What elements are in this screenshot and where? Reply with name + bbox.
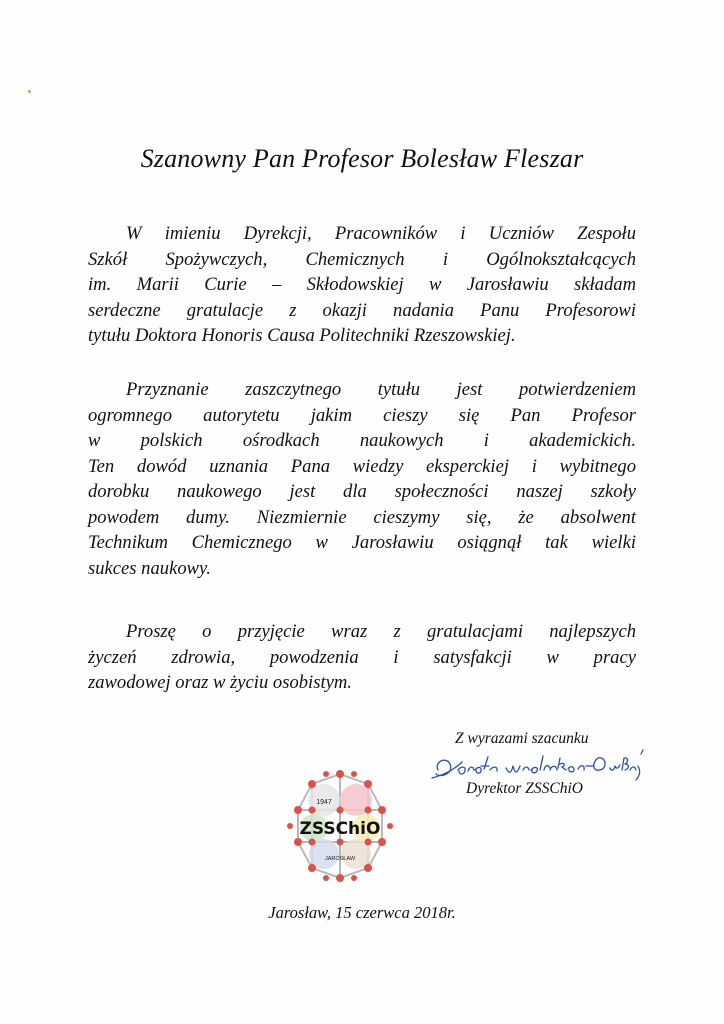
signer-role: Dyrektor ZSSChiO — [466, 780, 583, 797]
paragraph-3 — [88, 619, 636, 696]
paragraph-line: życzeń zdrowia, powodzenia i satysfakcji w pracy — [88, 646, 636, 668]
paragraph-1 — [88, 221, 636, 349]
logo-year: 1947 — [316, 799, 332, 806]
paragraph-line: ogromnego autorytetu jakim cieszy się Pan Profesor — [88, 404, 636, 426]
paragraph-line: zawodowej oraz w życiu osobistym. — [88, 672, 352, 693]
paragraph-line: serdeczne gratulacje z okazji nadania Panu Profesorowi — [88, 299, 636, 321]
closing-phrase: Z wyrazami szacunku — [455, 730, 589, 747]
paragraph-line: Proszę o przyjęcie wraz z gratulacjami najlepszych — [126, 621, 636, 642]
paragraph-line: dorobku naukowego jest dla społeczności naszej szkoły — [88, 481, 636, 502]
paragraph-line: W imieniu Dyrekcji, Pracowników i Uczniów Zespołu — [126, 223, 636, 244]
paragraph-line: Przyznanie zaszczytnego tytułu jest potwierdzeniem — [126, 379, 636, 400]
logo-name: ZSSChiO — [299, 819, 381, 839]
paragraph-line: tytułu Doktora Honoris Causa Politechniki Rzeszowskiej. — [88, 325, 516, 346]
paragraph-line: im. Marii Curie – Skłodowskiej w Jarosławiu składam — [88, 274, 636, 295]
letter-title: Szanowny Pan Profesor Bolesław Fleszar — [140, 144, 584, 173]
place-and-date: Jarosław, 15 czerwca 2018r. — [268, 903, 456, 922]
school-logo — [282, 766, 398, 886]
paragraph-line: w polskich ośrodkach naukowych i akademickich. — [88, 430, 636, 451]
paragraph-line: Ten dowód uznania Pana wiedzy eksperckiej i wybitnego — [88, 455, 636, 477]
logo-city: JAROSŁAW — [324, 856, 356, 862]
speck — [28, 90, 31, 93]
paragraph-line: sukces naukowy. — [88, 557, 211, 579]
paragraph-2 — [88, 377, 636, 581]
paragraph-line: Szkół Spożywczych, Chemicznych i Ogólnokształcących — [88, 248, 636, 270]
paragraph-line: Technikum Chemicznego w Jarosławiu osiągnął tak wielki — [88, 532, 636, 553]
paragraph-line: powodem dumy. Niezmiernie cieszymy się, że absolwent — [88, 506, 636, 528]
